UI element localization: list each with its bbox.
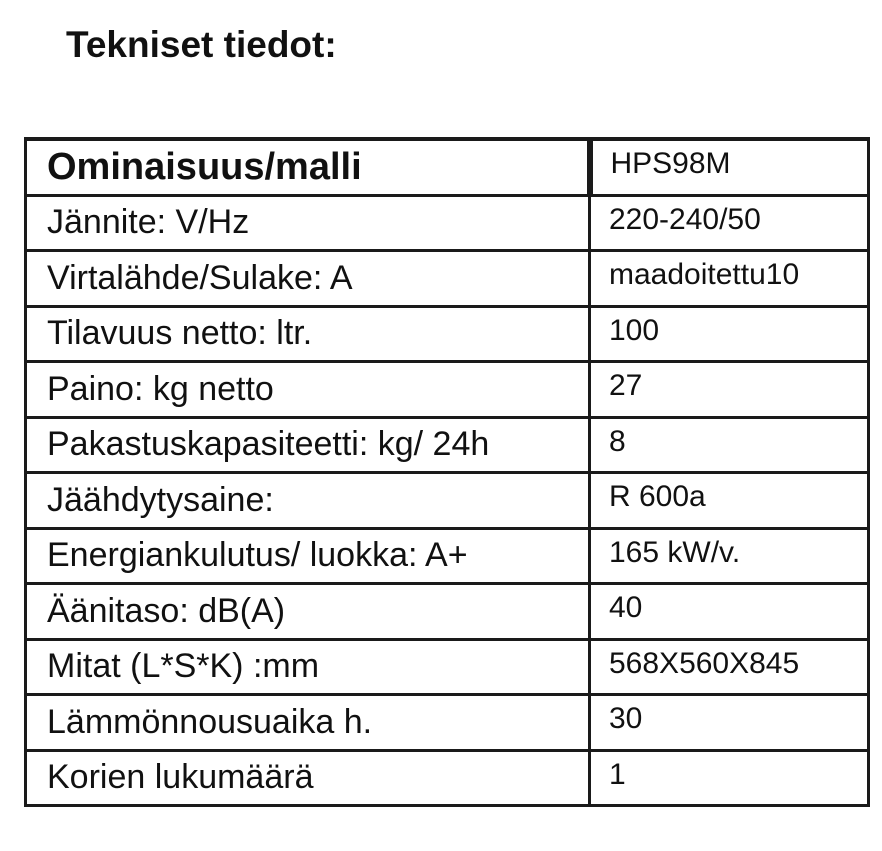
page-title: Tekniset tiedot: bbox=[66, 24, 337, 65]
row-label-basket-count: Korien lukumäärä bbox=[26, 750, 590, 806]
table-row bbox=[26, 584, 869, 640]
header-model-cell: HPS98M bbox=[590, 139, 869, 195]
row-label-freezing-capacity: Pakastuskapasiteetti: kg/ 24h bbox=[26, 417, 590, 473]
row-label-weight: Paino: kg netto bbox=[26, 362, 590, 418]
row-value-voltage: 220-240/50 bbox=[590, 195, 869, 251]
row-label-refrigerant: Jäähdytysaine: bbox=[26, 473, 590, 529]
row-value-noise: 40 bbox=[590, 584, 869, 640]
row-label-noise: Äänitaso: dB(A) bbox=[26, 584, 590, 640]
table-row bbox=[26, 473, 869, 529]
row-value-power-fuse: maadoitettu10 bbox=[590, 251, 869, 307]
specs-table bbox=[24, 137, 870, 807]
row-value-refrigerant: R 600a bbox=[590, 473, 869, 529]
row-label-temp-rise-time: Lämmönnousuaika h. bbox=[26, 695, 590, 751]
row-label-dimensions: Mitat (L*S*K) :mm bbox=[26, 639, 590, 695]
row-label-energy: Energiankulutus/ luokka: A+ bbox=[26, 528, 590, 584]
row-value-weight: 27 bbox=[590, 362, 869, 418]
table-row bbox=[26, 750, 869, 806]
row-value-volume: 100 bbox=[590, 306, 869, 362]
table-row bbox=[26, 195, 869, 251]
header-property-cell: Ominaisuus/malli bbox=[26, 139, 590, 195]
row-label-power-fuse: Virtalähde/Sulake: A bbox=[26, 251, 590, 307]
row-value-energy: 165 kW/v. bbox=[590, 528, 869, 584]
row-value-basket-count: 1 bbox=[590, 750, 869, 806]
row-label-volume: Tilavuus netto: ltr. bbox=[26, 306, 590, 362]
table-row bbox=[26, 417, 869, 473]
table-row bbox=[26, 362, 869, 418]
table-header-row bbox=[26, 139, 869, 195]
table-row bbox=[26, 639, 869, 695]
table-row bbox=[26, 306, 869, 362]
row-value-dimensions: 568X560X845 bbox=[590, 639, 869, 695]
table-row bbox=[26, 251, 869, 307]
table-row bbox=[26, 695, 869, 751]
row-label-voltage: Jännite: V/Hz bbox=[26, 195, 590, 251]
table-row bbox=[26, 528, 869, 584]
row-value-temp-rise-time: 30 bbox=[590, 695, 869, 751]
row-value-freezing-capacity: 8 bbox=[590, 417, 869, 473]
